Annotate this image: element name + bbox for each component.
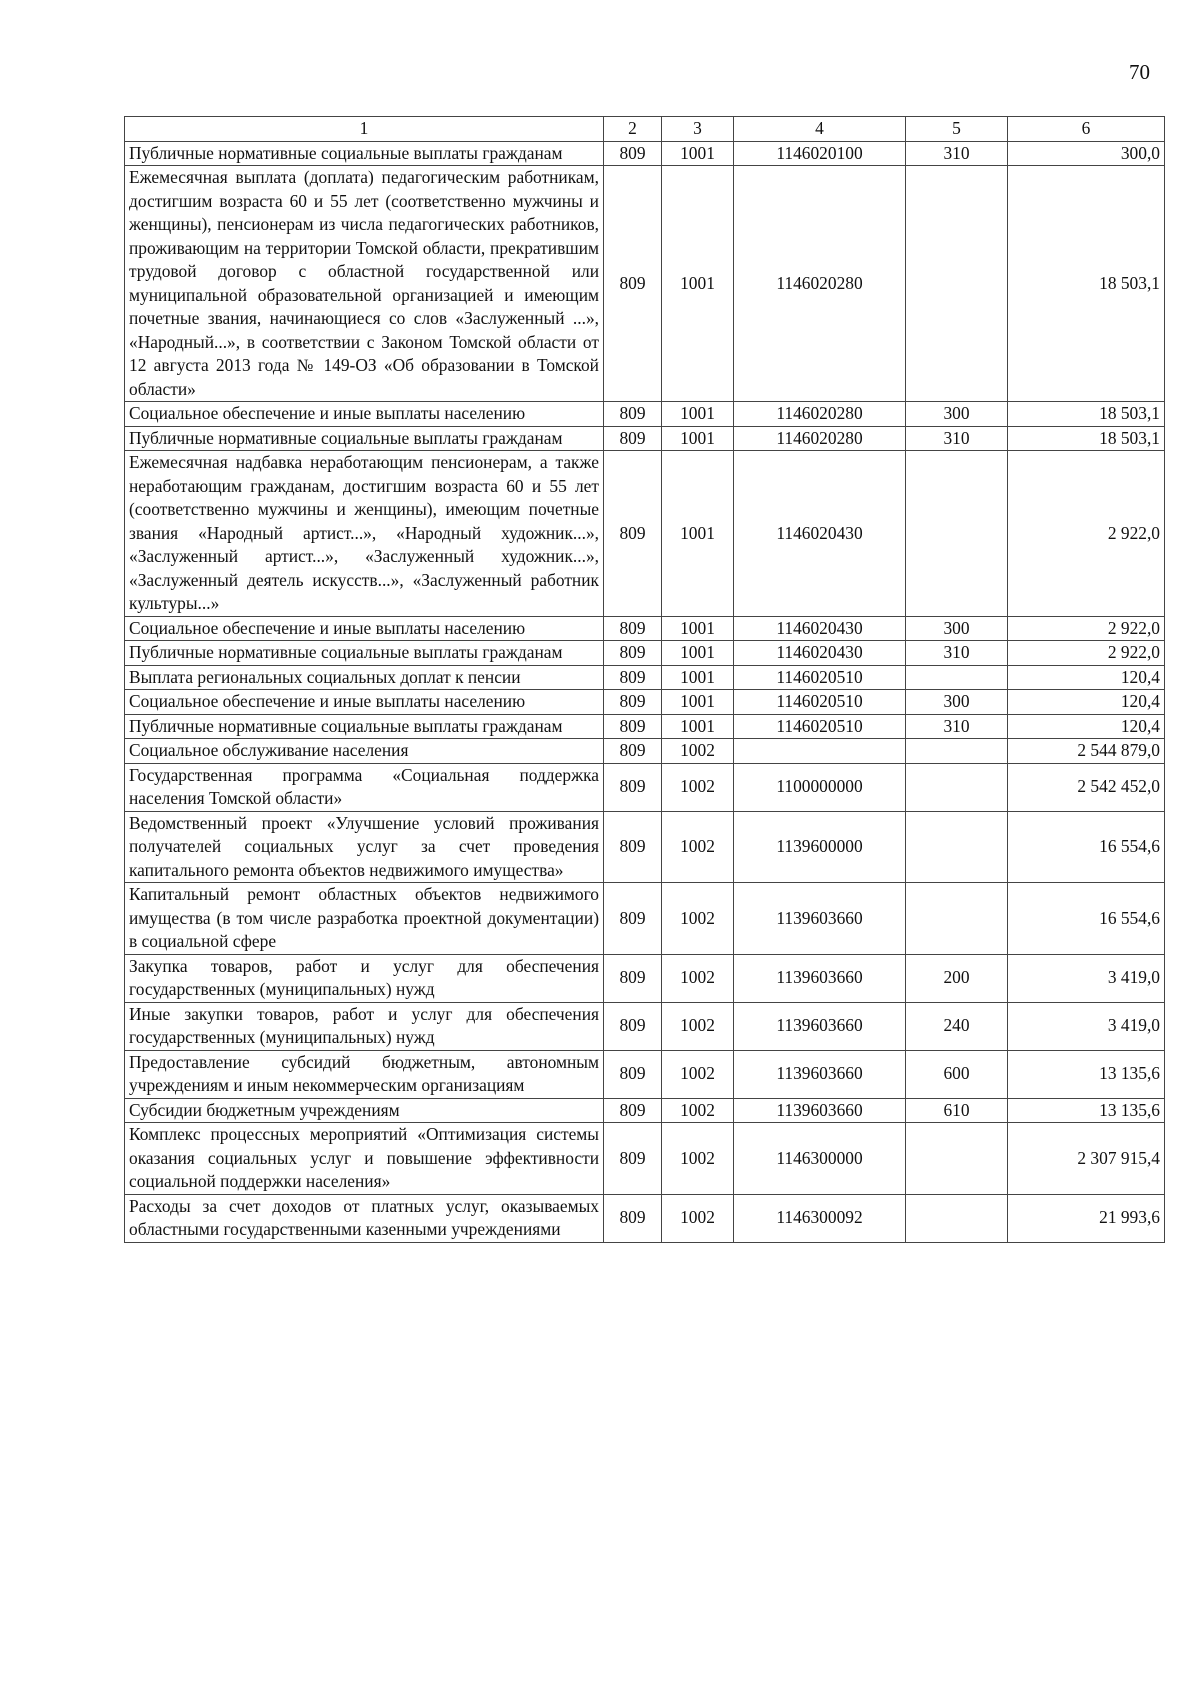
row-name-cell: Публичные нормативные социальные выплаты гражданам [125, 141, 604, 166]
row-section-cell: 1002 [662, 811, 734, 883]
row-amount-cell: 2 922,0 [1008, 641, 1165, 666]
column-header: 1 [125, 117, 604, 142]
row-name-cell: Публичные нормативные социальные выплаты гражданам [125, 641, 604, 666]
table-row [125, 1098, 1165, 1123]
row-name-cell: Субсидии бюджетным учреждениям [125, 1098, 604, 1123]
column-header: 6 [1008, 117, 1165, 142]
row-amount-cell: 2 542 452,0 [1008, 763, 1165, 811]
row-section-cell: 1001 [662, 402, 734, 427]
row-amount-cell: 18 503,1 [1008, 166, 1165, 402]
row-expense-type-cell: 610 [906, 1098, 1008, 1123]
row-section-cell: 1001 [662, 166, 734, 402]
column-header: 5 [906, 117, 1008, 142]
row-ved-cell: 809 [604, 665, 662, 690]
row-target-article-cell [734, 739, 906, 764]
row-ved-cell: 809 [604, 451, 662, 617]
row-ved-cell: 809 [604, 1002, 662, 1050]
row-amount-cell: 300,0 [1008, 141, 1165, 166]
row-section-cell: 1002 [662, 763, 734, 811]
table-row [125, 451, 1165, 617]
table-row [125, 811, 1165, 883]
row-ved-cell: 809 [604, 1098, 662, 1123]
row-target-article-cell: 1146020280 [734, 402, 906, 427]
table-row [125, 1002, 1165, 1050]
column-header: 2 [604, 117, 662, 142]
row-target-article-cell: 1146300000 [734, 1123, 906, 1195]
row-name-cell: Публичные нормативные социальные выплаты гражданам [125, 714, 604, 739]
table-row [125, 883, 1165, 955]
row-amount-cell: 13 135,6 [1008, 1098, 1165, 1123]
table-row [125, 641, 1165, 666]
row-section-cell: 1002 [662, 1098, 734, 1123]
row-expense-type-cell [906, 739, 1008, 764]
row-amount-cell: 18 503,1 [1008, 426, 1165, 451]
row-target-article-cell: 1146020430 [734, 616, 906, 641]
row-name-cell: Расходы за счет доходов от платных услуг, оказываемых областными государственными казенными учреждениями [125, 1194, 604, 1242]
row-ved-cell: 809 [604, 141, 662, 166]
row-name-cell: Иные закупки товаров, работ и услуг для обеспечения государственных (муниципальных) нужд [125, 1002, 604, 1050]
row-ved-cell: 809 [604, 1194, 662, 1242]
table-row [125, 616, 1165, 641]
row-name-cell: Социальное обеспечение и иные выплаты населению [125, 616, 604, 641]
row-target-article-cell: 1146020280 [734, 426, 906, 451]
row-target-article-cell: 1139603660 [734, 1002, 906, 1050]
row-amount-cell: 3 419,0 [1008, 1002, 1165, 1050]
row-target-article-cell: 1100000000 [734, 763, 906, 811]
row-name-cell: Предоставление субсидий бюджетным, автономным учреждениям и иным некоммерческим организациям [125, 1050, 604, 1098]
table-row [125, 763, 1165, 811]
column-header: 3 [662, 117, 734, 142]
row-expense-type-cell [906, 763, 1008, 811]
row-section-cell: 1001 [662, 641, 734, 666]
row-name-cell: Публичные нормативные социальные выплаты гражданам [125, 426, 604, 451]
table-row [125, 690, 1165, 715]
row-expense-type-cell [906, 665, 1008, 690]
row-amount-cell: 2 922,0 [1008, 616, 1165, 641]
table-row [125, 665, 1165, 690]
row-section-cell: 1002 [662, 883, 734, 955]
row-ved-cell: 809 [604, 714, 662, 739]
row-target-article-cell: 1146020510 [734, 690, 906, 715]
row-ved-cell: 809 [604, 166, 662, 402]
row-expense-type-cell: 310 [906, 714, 1008, 739]
row-name-cell: Ведомственный проект «Улучшение условий проживания получателей социальных услуг за счет проведения капитального ремонта объектов недвижимого имущества» [125, 811, 604, 883]
row-expense-type-cell [906, 1194, 1008, 1242]
row-target-article-cell: 1146020430 [734, 451, 906, 617]
row-ved-cell: 809 [604, 1123, 662, 1195]
row-expense-type-cell: 310 [906, 141, 1008, 166]
row-expense-type-cell: 310 [906, 641, 1008, 666]
row-expense-type-cell: 600 [906, 1050, 1008, 1098]
row-target-article-cell: 1139603660 [734, 1098, 906, 1123]
row-ved-cell: 809 [604, 739, 662, 764]
row-target-article-cell: 1146020430 [734, 641, 906, 666]
table-header [125, 117, 1165, 142]
page-number: 70 [1129, 60, 1150, 84]
row-expense-type-cell: 300 [906, 616, 1008, 641]
row-expense-type-cell: 300 [906, 690, 1008, 715]
row-amount-cell: 21 993,6 [1008, 1194, 1165, 1242]
table-row [125, 402, 1165, 427]
row-expense-type-cell [906, 1123, 1008, 1195]
row-target-article-cell: 1146020510 [734, 665, 906, 690]
row-expense-type-cell: 240 [906, 1002, 1008, 1050]
row-section-cell: 1001 [662, 141, 734, 166]
row-amount-cell: 2 307 915,4 [1008, 1123, 1165, 1195]
row-target-article-cell: 1146300092 [734, 1194, 906, 1242]
table-row [125, 426, 1165, 451]
row-expense-type-cell [906, 811, 1008, 883]
row-target-article-cell: 1146020100 [734, 141, 906, 166]
row-target-article-cell: 1139600000 [734, 811, 906, 883]
row-section-cell: 1002 [662, 1002, 734, 1050]
row-section-cell: 1002 [662, 1050, 734, 1098]
row-expense-type-cell: 300 [906, 402, 1008, 427]
row-section-cell: 1001 [662, 451, 734, 617]
row-section-cell: 1002 [662, 1123, 734, 1195]
row-amount-cell: 13 135,6 [1008, 1050, 1165, 1098]
row-ved-cell: 809 [604, 426, 662, 451]
row-section-cell: 1001 [662, 714, 734, 739]
row-ved-cell: 809 [604, 1050, 662, 1098]
row-ved-cell: 809 [604, 883, 662, 955]
table-row [125, 141, 1165, 166]
row-name-cell: Ежемесячная выплата (доплата) педагогическим работникам, достигшим возраста 60 и 55 лет (соответственно мужчины и женщины), пенсионерам из числа педагогических работников, проживающим на территории Томской области, прекратившим трудовой договор с областной государственной или муниципальной образовательной организацией и имеющим почетные звания, начинающиеся со слов «Заслуженный ...», «Народный...», в соответствии с Законом Томской области от 12 августа 2013 года № 149-ОЗ «Об образовании в Томской области» [125, 166, 604, 402]
row-ved-cell: 809 [604, 690, 662, 715]
row-ved-cell: 809 [604, 402, 662, 427]
row-target-article-cell: 1139603660 [734, 954, 906, 1002]
row-amount-cell: 120,4 [1008, 665, 1165, 690]
table-row [125, 1050, 1165, 1098]
row-amount-cell: 2 544 879,0 [1008, 739, 1165, 764]
row-ved-cell: 809 [604, 811, 662, 883]
row-target-article-cell: 1146020280 [734, 166, 906, 402]
row-amount-cell: 120,4 [1008, 690, 1165, 715]
row-target-article-cell: 1139603660 [734, 883, 906, 955]
row-name-cell: Выплата региональных социальных доплат к пенсии [125, 665, 604, 690]
table-row [125, 1194, 1165, 1242]
row-section-cell: 1002 [662, 739, 734, 764]
row-expense-type-cell: 310 [906, 426, 1008, 451]
row-name-cell: Закупка товаров, работ и услуг для обеспечения государственных (муниципальных) нужд [125, 954, 604, 1002]
row-name-cell: Комплекс процессных мероприятий «Оптимизация системы оказания социальных услуг и повышение эффективности социальной поддержки населения» [125, 1123, 604, 1195]
row-expense-type-cell [906, 883, 1008, 955]
row-ved-cell: 809 [604, 954, 662, 1002]
row-ved-cell: 809 [604, 641, 662, 666]
row-section-cell: 1001 [662, 616, 734, 641]
budget-table [124, 116, 1165, 1243]
table-row [125, 1123, 1165, 1195]
row-section-cell: 1002 [662, 1194, 734, 1242]
row-name-cell: Капитальный ремонт областных объектов недвижимого имущества (в том числе разработка проектной документации) в социальной сфере [125, 883, 604, 955]
row-amount-cell: 3 419,0 [1008, 954, 1165, 1002]
header-row [125, 117, 1165, 142]
table-row [125, 166, 1165, 402]
row-amount-cell: 16 554,6 [1008, 811, 1165, 883]
table-row [125, 714, 1165, 739]
row-name-cell: Социальное обеспечение и иные выплаты населению [125, 402, 604, 427]
row-name-cell: Государственная программа «Социальная поддержка населения Томской области» [125, 763, 604, 811]
row-expense-type-cell [906, 166, 1008, 402]
row-section-cell: 1001 [662, 690, 734, 715]
row-target-article-cell: 1146020510 [734, 714, 906, 739]
row-amount-cell: 18 503,1 [1008, 402, 1165, 427]
row-name-cell: Социальное обеспечение и иные выплаты населению [125, 690, 604, 715]
row-ved-cell: 809 [604, 763, 662, 811]
row-name-cell: Социальное обслуживание населения [125, 739, 604, 764]
row-section-cell: 1001 [662, 426, 734, 451]
column-header: 4 [734, 117, 906, 142]
row-target-article-cell: 1139603660 [734, 1050, 906, 1098]
row-section-cell: 1001 [662, 665, 734, 690]
row-expense-type-cell: 200 [906, 954, 1008, 1002]
row-amount-cell: 120,4 [1008, 714, 1165, 739]
row-name-cell: Ежемесячная надбавка неработающим пенсионерам, а также неработающим гражданам, достигшим возраста 60 и 55 лет (соответственно мужчины и женщины), имеющим почетные звания «Народный артист...», «Народный художник...», «Заслуженный артист...», «Заслуженный художник...», «Заслуженный деятель искусств...», «Заслуженный работник культуры...» [125, 451, 604, 617]
row-expense-type-cell [906, 451, 1008, 617]
row-amount-cell: 2 922,0 [1008, 451, 1165, 617]
row-section-cell: 1002 [662, 954, 734, 1002]
table-body [125, 141, 1165, 1242]
table-row [125, 739, 1165, 764]
table-row [125, 954, 1165, 1002]
row-amount-cell: 16 554,6 [1008, 883, 1165, 955]
row-ved-cell: 809 [604, 616, 662, 641]
